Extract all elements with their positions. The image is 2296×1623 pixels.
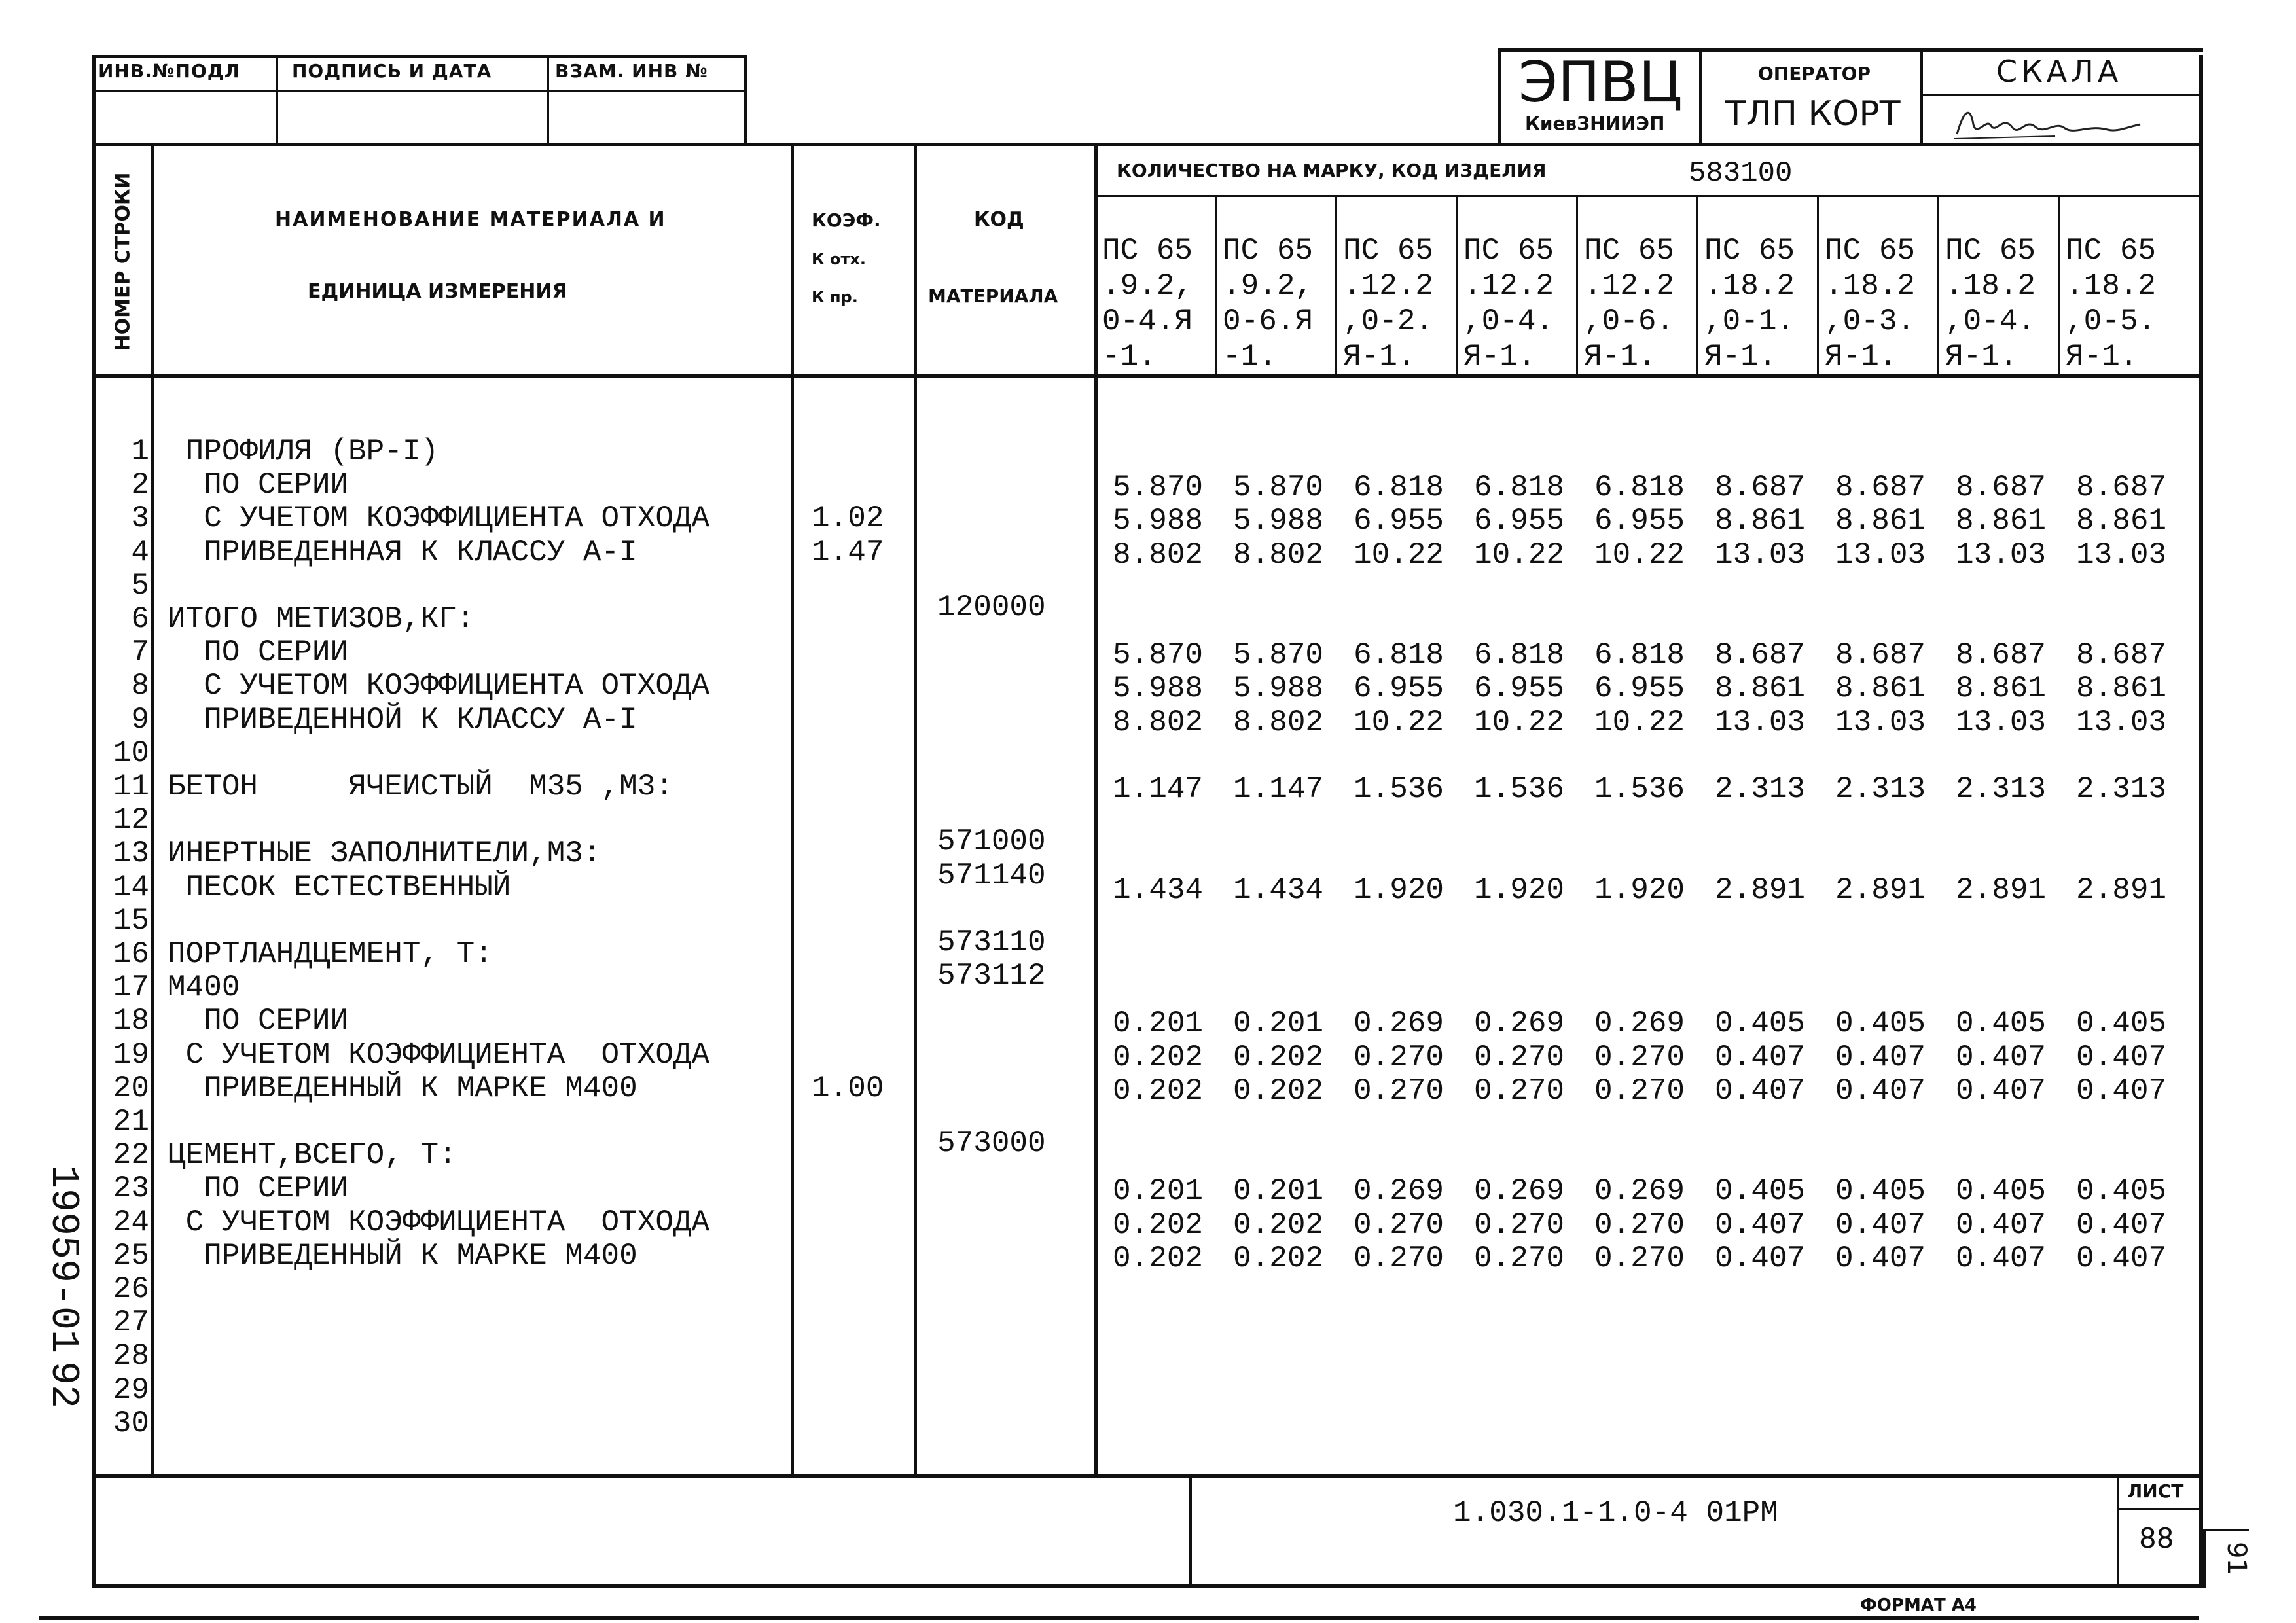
- quantity-value: 5.870: [1233, 638, 1324, 673]
- side-page-number: 91: [2221, 1542, 2251, 1575]
- row-number: 17: [113, 971, 149, 1005]
- quantity-value: 8.687: [2076, 638, 2167, 673]
- material-name: ИТОГО МЕТИЗОВ,КГ:: [168, 602, 475, 636]
- quantity-value: 1.920: [1474, 872, 1565, 907]
- quantity-value: 10.22: [1594, 537, 1685, 572]
- quantity-value: 0.407: [1835, 1207, 1926, 1242]
- quantity-value: 8.861: [1956, 504, 2047, 539]
- quantity-value: 6.955: [1354, 671, 1444, 706]
- quantity-value: 0.202: [1233, 1207, 1324, 1242]
- material-name: ПРИВЕДЕННОЙ К КЛАССУ А-I: [168, 702, 637, 737]
- quantity-value: 0.202: [1233, 1040, 1324, 1075]
- column-header: ПС 65 .18.2 ,0-4. Я-1.: [1945, 234, 2036, 374]
- archive-number: 19959-01: [41, 1165, 85, 1354]
- material-name: ЦЕМЕНТ,ВСЕГО, Т:: [168, 1138, 457, 1173]
- quantity-value: 6.955: [1594, 671, 1685, 706]
- row-number: 21: [113, 1105, 149, 1139]
- operator-value: ТЛП КОРТ: [1725, 94, 1901, 134]
- quantity-value: 0.407: [1715, 1241, 1806, 1275]
- quantity-value: 13.03: [1956, 537, 2047, 572]
- quantity-value: 10.22: [1594, 705, 1685, 740]
- row-number: 24: [113, 1205, 149, 1240]
- quantity-value: 0.202: [1113, 1207, 1204, 1242]
- quantity-value: 6.955: [1354, 504, 1444, 539]
- product-code: 583100: [1689, 157, 1793, 190]
- quantity-value: 13.03: [2076, 705, 2167, 740]
- quantity-value: 0.407: [1956, 1241, 2047, 1275]
- quantity-value: 8.861: [2076, 671, 2167, 706]
- row-number: 7: [131, 635, 149, 670]
- row-number: 25: [113, 1238, 149, 1273]
- quantity-value: 0.407: [2076, 1073, 2167, 1108]
- org-name: КиевЗНИИЭП: [1525, 113, 1665, 134]
- material-code: 573110: [937, 925, 1046, 959]
- quantity-value: 0.407: [1956, 1040, 2047, 1075]
- quantity-value: 6.818: [1474, 638, 1565, 673]
- quantity-value: 0.405: [1715, 1007, 1806, 1041]
- material-code: 573000: [937, 1126, 1046, 1161]
- quantity-value: 0.201: [1113, 1007, 1204, 1041]
- quantity-value: 1.434: [1113, 872, 1204, 907]
- quantity-value: 0.407: [1835, 1241, 1926, 1275]
- row-number: 15: [113, 903, 149, 938]
- row-number: 29: [113, 1372, 149, 1407]
- quantity-value: 2.313: [2076, 772, 2167, 806]
- quantity-value: 0.270: [1474, 1073, 1565, 1108]
- row-number: 14: [113, 870, 149, 904]
- material-name: С УЧЕТОМ КОЭФФИЦИЕНТА ОТХОДА: [168, 501, 710, 536]
- row-number: 27: [113, 1306, 149, 1340]
- material-name: ПРИВЕДЕННЫЙ К МАРКЕ М400: [168, 1238, 637, 1273]
- row-number: 5: [131, 568, 149, 603]
- column-header: ПС 65 .18.2 ,0-1. Я-1.: [1704, 234, 1795, 374]
- quantity-value: 5.988: [1113, 504, 1204, 539]
- material-name: ПОРТЛАНДЦЕМЕНТ, Т:: [168, 937, 493, 971]
- quantity-value: 8.687: [1835, 638, 1926, 673]
- material-name: БЕТОН ЯЧЕИСТЫЙ М35 ,М3:: [168, 770, 673, 804]
- material-name: С УЧЕТОМ КОЭФФИЦИЕНТА ОТХОДА: [168, 1037, 710, 1072]
- vzam-inv-label: ВЗАМ. ИНВ №: [555, 60, 708, 82]
- quantity-value: 8.802: [1233, 537, 1324, 572]
- quantity-value: 6.955: [1474, 504, 1565, 539]
- quantity-value: 0.407: [2076, 1040, 2167, 1075]
- quantity-value: 0.407: [1956, 1073, 2047, 1108]
- material-name: ПО СЕРИИ: [168, 1004, 349, 1039]
- frame-bottom: [92, 1584, 2203, 1588]
- quantity-value: 8.802: [1233, 705, 1324, 740]
- quantity-value: 0.270: [1354, 1241, 1444, 1275]
- name-header-line2: ЕДИНИЦА ИЗМЕРЕНИЯ: [308, 280, 567, 303]
- quantity-value: 1.147: [1113, 772, 1204, 806]
- epvc-title: ЭПВЦ: [1518, 50, 1683, 115]
- quantity-value: 8.861: [1835, 671, 1926, 706]
- quantity-value: 5.870: [1233, 471, 1324, 505]
- quantity-value: 13.03: [1956, 705, 2047, 740]
- sheet-number: 88: [2139, 1522, 2174, 1554]
- quantity-value: 0.405: [1835, 1007, 1926, 1041]
- quantity-value: 0.407: [1835, 1073, 1926, 1108]
- quantity-value: 6.955: [1474, 671, 1565, 706]
- material-name: ПО СЕРИИ: [168, 635, 349, 670]
- quantity-value: 0.407: [1715, 1040, 1806, 1075]
- page-mark: 92: [41, 1361, 85, 1409]
- quantity-value: 8.687: [1956, 471, 2047, 505]
- name-header-line1: НАИМЕНОВАНИЕ МАТЕРИАЛА И: [275, 208, 666, 231]
- quantity-value: 5.988: [1113, 671, 1204, 706]
- quantity-value: 8.861: [1956, 671, 2047, 706]
- quantity-value: 1.536: [1594, 772, 1685, 806]
- code-header-line2: МАТЕРИАЛА: [928, 285, 1058, 307]
- material-name: М400: [168, 971, 240, 1005]
- quantity-value: 1.434: [1233, 872, 1324, 907]
- row-number: 8: [131, 669, 149, 704]
- row-number: 13: [113, 836, 149, 871]
- column-header: ПС 65 .9.2, 0-4.Я -1.: [1102, 234, 1193, 374]
- material-code: 120000: [937, 590, 1046, 624]
- quantity-value: 0.202: [1113, 1241, 1204, 1275]
- quantity-value: 0.405: [1715, 1174, 1806, 1209]
- quantity-value: 13.03: [1715, 705, 1806, 740]
- quantity-value: 2.891: [1715, 872, 1806, 907]
- quantity-value: 8.802: [1113, 705, 1204, 740]
- operator-label: ОПЕРАТОР: [1758, 63, 1871, 84]
- quantity-value: 6.955: [1594, 504, 1685, 539]
- quantity-value: 0.405: [1956, 1007, 2047, 1041]
- quantity-value: 0.270: [1594, 1241, 1685, 1275]
- material-name: ПРОФИЛЯ (ВР-I): [168, 435, 439, 469]
- material-name: ИНЕРТНЫЕ ЗАПОЛНИТЕЛИ,М3:: [168, 836, 601, 871]
- material-code: 571140: [937, 858, 1046, 893]
- quantity-value: 5.988: [1233, 504, 1324, 539]
- row-number: 20: [113, 1071, 149, 1105]
- quantity-value: 0.407: [1715, 1207, 1806, 1242]
- row-number: 30: [113, 1406, 149, 1440]
- quantity-value: 8.687: [1956, 638, 2047, 673]
- quantity-value: 8.687: [2076, 471, 2167, 505]
- material-name: ПРИВЕДЕННАЯ К КЛАССУ А-I: [168, 535, 637, 569]
- quantity-value: 0.270: [1474, 1241, 1565, 1275]
- quantity-value: 0.270: [1594, 1207, 1685, 1242]
- quantity-value: 6.818: [1594, 638, 1685, 673]
- quantity-value: 8.861: [2076, 504, 2167, 539]
- quantity-value: 6.818: [1594, 471, 1685, 505]
- column-header: ПС 65 .9.2, 0-6.Я -1.: [1223, 234, 1314, 374]
- row-number: 22: [113, 1138, 149, 1173]
- page-bottom-border: [39, 1616, 2199, 1620]
- quantity-value: 13.03: [1715, 537, 1806, 572]
- row-number-header: НОМЕР СТРОКИ: [111, 172, 135, 351]
- row-number: 2: [131, 468, 149, 503]
- sheet-label: ЛИСТ: [2127, 1480, 2184, 1502]
- row-number: 11: [113, 770, 149, 804]
- quantity-value: 0.202: [1113, 1073, 1204, 1108]
- material-name: ПРИВЕДЕННЫЙ К МАРКЕ М400: [168, 1071, 637, 1105]
- quantity-value: 8.802: [1113, 537, 1204, 572]
- row-number: 4: [131, 535, 149, 569]
- quantity-value: 8.687: [1715, 638, 1806, 673]
- row-number: 28: [113, 1339, 149, 1374]
- quantity-value: 8.861: [1835, 504, 1926, 539]
- column-header: ПС 65 .18.2 ,0-3. Я-1.: [1825, 234, 1916, 374]
- quantity-value: 0.407: [2076, 1207, 2167, 1242]
- quantity-value: 0.270: [1594, 1073, 1685, 1108]
- row-number: 23: [113, 1171, 149, 1206]
- quantity-value: 0.202: [1233, 1241, 1324, 1275]
- quantity-header: КОЛИЧЕСТВО НА МАРКУ, КОД ИЗДЕЛИЯ: [1117, 160, 1547, 181]
- row-number: 19: [113, 1037, 149, 1072]
- column-header: ПС 65 .18.2 ,0-5. Я-1.: [2066, 234, 2157, 374]
- quantity-value: 2.891: [1956, 872, 2047, 907]
- quantity-value: 1.536: [1354, 772, 1444, 806]
- quantity-value: 8.687: [1835, 471, 1926, 505]
- quantity-value: 0.405: [1835, 1174, 1926, 1209]
- quantity-value: 2.891: [1835, 872, 1926, 907]
- material-name: С УЧЕТОМ КОЭФФИЦИЕНТА ОТХОДА: [168, 1205, 710, 1240]
- coef-header-line2: К отх.: [812, 250, 866, 268]
- quantity-value: 13.03: [1835, 705, 1926, 740]
- quantity-value: 10.22: [1354, 537, 1444, 572]
- coefficient: 1.47: [812, 535, 884, 569]
- quantity-value: 5.870: [1113, 471, 1204, 505]
- quantity-value: 0.270: [1354, 1040, 1444, 1075]
- row-number: 9: [131, 702, 149, 737]
- quantity-value: 0.269: [1474, 1174, 1565, 1209]
- inv-podl-label: ИНВ.№ПОДЛ: [98, 60, 240, 82]
- row-number: 1: [131, 435, 149, 469]
- quantity-value: 0.269: [1354, 1007, 1444, 1041]
- code-header-line1: КОД: [974, 208, 1024, 231]
- material-name: ПО СЕРИИ: [168, 1171, 349, 1206]
- material-code: 573112: [937, 959, 1046, 993]
- quantity-value: 2.891: [2076, 872, 2167, 907]
- quantity-value: 0.201: [1233, 1174, 1324, 1209]
- quantity-value: 0.270: [1354, 1207, 1444, 1242]
- quantity-value: 1.536: [1474, 772, 1565, 806]
- quantity-value: 0.202: [1233, 1073, 1324, 1108]
- column-header: ПС 65 .12.2 ,0-2. Я-1.: [1343, 234, 1434, 374]
- quantity-value: 0.269: [1594, 1007, 1685, 1041]
- quantity-value: 0.407: [1715, 1073, 1806, 1108]
- quantity-value: 6.818: [1474, 471, 1565, 505]
- quantity-value: 0.405: [1956, 1174, 2047, 1209]
- quantity-value: 0.407: [1835, 1040, 1926, 1075]
- frame-right: [2199, 55, 2203, 1586]
- column-header: ПС 65 .12.2 ,0-4. Я-1.: [1463, 234, 1554, 374]
- quantity-value: 0.270: [1474, 1040, 1565, 1075]
- signature-date-label: ПОДПИСЬ И ДАТА: [292, 60, 492, 82]
- quantity-value: 0.405: [2076, 1007, 2167, 1041]
- skala-label: СКАЛА: [1996, 54, 2123, 89]
- material-name: ПЕСОК ЕСТЕСТВЕННЫЙ: [168, 870, 511, 904]
- handwritten-signature: [1950, 98, 2147, 147]
- quantity-value: 10.22: [1474, 705, 1565, 740]
- row-number: 26: [113, 1272, 149, 1306]
- quantity-value: 0.201: [1113, 1174, 1204, 1209]
- material-code: 571000: [937, 825, 1046, 859]
- row-number: 3: [131, 501, 149, 536]
- quantity-value: 13.03: [2076, 537, 2167, 572]
- quantity-value: 0.270: [1594, 1040, 1685, 1075]
- quantity-value: 1.920: [1594, 872, 1685, 907]
- quantity-value: 0.269: [1594, 1174, 1685, 1209]
- quantity-value: 5.870: [1113, 638, 1204, 673]
- coef-header-line3: К пр.: [812, 288, 858, 306]
- format-label: ФОРМАТ А4: [1860, 1596, 1977, 1615]
- quantity-value: 5.988: [1233, 671, 1324, 706]
- quantity-value: 10.22: [1474, 537, 1565, 572]
- quantity-value: 6.818: [1354, 638, 1444, 673]
- quantity-value: 0.202: [1113, 1040, 1204, 1075]
- document-code: 1.030.1-1.0-4 01РМ: [1453, 1496, 1778, 1530]
- row-number: 12: [113, 803, 149, 838]
- quantity-value: 0.407: [1956, 1207, 2047, 1242]
- material-name: С УЧЕТОМ КОЭФФИЦИЕНТА ОТХОДА: [168, 669, 710, 704]
- quantity-value: 8.861: [1715, 671, 1806, 706]
- quantity-value: 0.201: [1233, 1007, 1324, 1041]
- row-number: 6: [131, 602, 149, 636]
- quantity-value: 2.313: [1715, 772, 1806, 806]
- quantity-value: 2.313: [1956, 772, 2047, 806]
- quantity-value: 1.920: [1354, 872, 1444, 907]
- quantity-value: 0.269: [1474, 1007, 1565, 1041]
- row-number: 18: [113, 1004, 149, 1039]
- quantity-value: 13.03: [1835, 537, 1926, 572]
- coefficient: 1.00: [812, 1071, 884, 1105]
- quantity-value: 0.269: [1354, 1174, 1444, 1209]
- quantity-value: 2.313: [1835, 772, 1926, 806]
- quantity-value: 1.147: [1233, 772, 1324, 806]
- material-name: ПО СЕРИИ: [168, 468, 349, 503]
- quantity-value: 8.687: [1715, 471, 1806, 505]
- quantity-value: 6.818: [1354, 471, 1444, 505]
- coef-header-line1: КОЭФ.: [812, 209, 881, 231]
- quantity-value: 0.407: [2076, 1241, 2167, 1275]
- quantity-value: 0.270: [1474, 1207, 1565, 1242]
- row-number: 10: [113, 736, 149, 770]
- quantity-value: 0.270: [1354, 1073, 1444, 1108]
- row-number: 16: [113, 937, 149, 971]
- column-header: ПС 65 .12.2 ,0-6. Я-1.: [1584, 234, 1675, 374]
- quantity-value: 10.22: [1354, 705, 1444, 740]
- quantity-value: 8.861: [1715, 504, 1806, 539]
- quantity-value: 0.405: [2076, 1174, 2167, 1209]
- coefficient: 1.02: [812, 501, 884, 536]
